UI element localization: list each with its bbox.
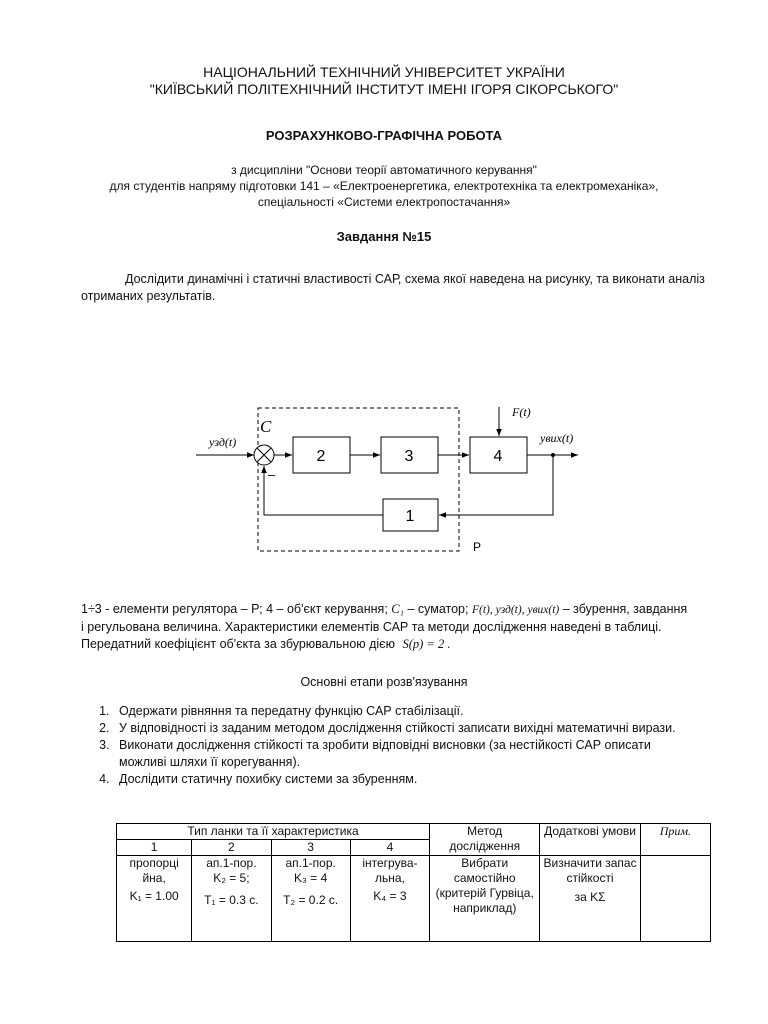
minus-label: – bbox=[268, 467, 276, 482]
description bbox=[81, 601, 721, 653]
block-diagram bbox=[0, 395, 768, 565]
table-head-type: Тип ланки та її характеристика bbox=[117, 824, 430, 840]
table-head-method: Метод дослідження bbox=[430, 824, 540, 856]
discipline-block bbox=[0, 162, 768, 210]
input-label: yзд(t) bbox=[209, 435, 237, 449]
description-line1d: F(t), yзд(t), yвих(t) bbox=[471, 604, 560, 616]
block-4-label: 4 bbox=[493, 448, 503, 465]
work-title: РОЗРАХУНКОВО-ГРАФІЧНА РОБОТА bbox=[265, 128, 503, 143]
parameters-table bbox=[116, 823, 711, 942]
disturbance-label: F(t) bbox=[512, 405, 531, 419]
table-col-1: 1 bbox=[117, 840, 192, 856]
table-cell-element-2: ап.1-пор. K₂ = 5; T₁ = 0.3 с. bbox=[192, 856, 271, 942]
table-col-3: 3 bbox=[271, 840, 350, 856]
stage-item: 3. Виконати дослідження стійкості та зробити відповідні висновки (за нестійкості САР описати можливі шляхи її корегування). bbox=[113, 737, 721, 771]
table-col-4: 4 bbox=[350, 840, 429, 856]
table-cell-element-4: інтегрува- льна, K₄ = 3 bbox=[350, 856, 429, 942]
stages-list bbox=[81, 703, 721, 788]
table-head-extra: Додаткові умови bbox=[540, 824, 640, 856]
task-text bbox=[81, 271, 721, 305]
block-3-label: 3 bbox=[404, 448, 414, 465]
description-line3a: Передатний коефіцієнт об'єкта за збурювальною дією bbox=[81, 637, 395, 651]
description-line3 bbox=[81, 636, 721, 653]
description-line1e: – збурення, завдання bbox=[562, 602, 688, 616]
description-line3b: S(p) = 2 . bbox=[402, 637, 451, 651]
description-line1a: 1÷3 - елементи регулятора – Р; 4 – об'єкт керування; bbox=[81, 602, 388, 616]
output-label: yвих(t) bbox=[540, 431, 574, 445]
table-cell-method: Вибрати самостійно (критерій Гурвіца, наприклад) bbox=[430, 856, 540, 942]
description-line1c: – суматор; bbox=[407, 602, 469, 616]
discipline-line1: з дисципліни "Основи теорії автоматичного керування" bbox=[231, 163, 537, 177]
table-col-2: 2 bbox=[192, 840, 271, 856]
university-line1: НАЦІОНАЛЬНИЙ ТЕХНІЧНИЙ УНІВЕРСИТЕТ УКРАЇНИ bbox=[203, 64, 565, 80]
stages-title: Основні етапи розв'язування bbox=[300, 675, 468, 689]
regulator-label: P bbox=[473, 540, 482, 554]
table-cell-element-3: ап.1-пор. K₃ = 4 T₂ = 0.2 с. bbox=[271, 856, 350, 942]
stage-item: 4. Дослідити статичну похибку системи за збуренням. bbox=[113, 771, 721, 788]
table-cell-extra: Визначити запас стійкості за KΣ bbox=[540, 856, 640, 942]
block-1-label: 1 bbox=[405, 508, 415, 525]
table-cell-note bbox=[640, 856, 710, 942]
table-head-note: Прим. bbox=[640, 824, 710, 856]
description-line2: і регульована величина. Характеристики елементів САР та методи дослідження наведені в таблиці. bbox=[81, 620, 662, 634]
stage-item: 2. У відповідності із заданим методом дослідження стійкості записати вихідні математичні вирази. bbox=[113, 720, 721, 737]
summator-icon bbox=[254, 445, 274, 465]
table-header-row bbox=[117, 824, 711, 840]
description-line1b: C₁ bbox=[391, 602, 404, 616]
summator-label: C bbox=[260, 417, 272, 436]
discipline-line2: для студентів напряму підготовки 141 – «Електроенергетика, електротехніка та електромеханіка», bbox=[109, 179, 659, 193]
description-line1 bbox=[81, 601, 721, 619]
discipline-line3: спеціальності «Системи електропостачання» bbox=[257, 195, 511, 209]
stage-item: 1. Одержати рівняння та передатну функцію САР стабілізації. bbox=[113, 703, 721, 720]
table-cell-element-1: пропорці йна, K₁ = 1.00 bbox=[117, 856, 192, 942]
block-2-label: 2 bbox=[316, 448, 326, 465]
university-name bbox=[0, 64, 768, 98]
task-title: Завдання №15 bbox=[336, 229, 432, 244]
task-text-line2: отриманих результатів. bbox=[81, 289, 216, 303]
university-line2: "КИЇВСЬКИЙ ПОЛІТЕХНІЧНИЙ ІНСТИТУТ ІМЕНІ ІГОРЯ СІКОРСЬКОГО" bbox=[149, 81, 619, 97]
table-row bbox=[117, 856, 711, 942]
task-text-line1: Дослідити динамічні і статичні властивості САР, схема якої наведена на рисунку, та виконати аналіз bbox=[125, 272, 705, 286]
